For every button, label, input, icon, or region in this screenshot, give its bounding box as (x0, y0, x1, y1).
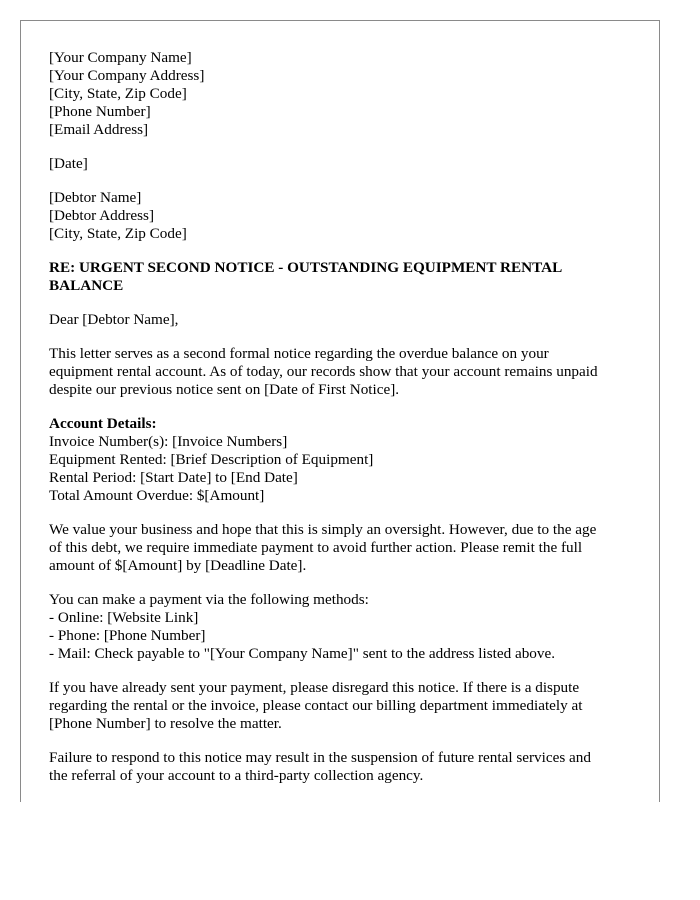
dispute-paragraph (49, 679, 631, 733)
sender-city-state-zip: [City, State, Zip Code] (49, 85, 187, 102)
consequence-line: the referral of your account to a third-party collection agency. (49, 767, 424, 784)
sender-company-name: [Your Company Name] (49, 49, 192, 66)
date-block (49, 155, 631, 173)
sender-phone: [Phone Number] (49, 103, 151, 120)
dispute-line: regarding the rental or the invoice, please contact our billing department immediately at (49, 697, 583, 714)
recipient-address: [Debtor Address] (49, 207, 155, 224)
sender-block (49, 49, 631, 139)
account-details-heading: Account Details: (49, 415, 157, 432)
subject-line-1: RE: URGENT SECOND NOTICE - OUTSTANDING EQUIPMENT RENTAL (49, 259, 563, 276)
intro-line: equipment rental account. As of today, our records show that your account remains unpaid (49, 363, 598, 380)
intro-line: This letter serves as a second formal notice regarding the overdue balance on your (49, 345, 549, 362)
invoice-numbers: Invoice Number(s): [Invoice Numbers] (49, 433, 288, 450)
salutation-block (49, 311, 631, 329)
payment-methods (49, 591, 631, 663)
sender-company-address: [Your Company Address] (49, 67, 205, 84)
subject-line (49, 259, 631, 295)
dispute-line: If you have already sent your payment, please disregard this notice. If there is a dispute (49, 679, 580, 696)
consequence-line: Failure to respond to this notice may result in the suspension of future rental services and (49, 749, 591, 766)
consequence-paragraph (49, 749, 631, 785)
payment-method-mail: - Mail: Check payable to "[Your Company Name]" sent to the address listed above. (49, 645, 556, 662)
recipient-name: [Debtor Name] (49, 189, 142, 206)
recipient-block (49, 189, 631, 243)
payment-method-online: - Online: [Website Link] (49, 609, 199, 626)
subject-line-2: BALANCE (49, 277, 124, 294)
letter-page (20, 20, 660, 802)
payment-request-paragraph (49, 521, 631, 575)
payment-request-line: We value your business and hope that this is simply an oversight. However, due to the age (49, 521, 597, 538)
dispute-line: [Phone Number] to resolve the matter. (49, 715, 282, 732)
recipient-city-state-zip: [City, State, Zip Code] (49, 225, 187, 242)
payment-method-phone: - Phone: [Phone Number] (49, 627, 206, 644)
payment-methods-heading: You can make a payment via the following methods: (49, 591, 369, 608)
payment-request-line: of this debt, we require immediate payment to avoid further action. Please remit the full (49, 539, 583, 556)
intro-paragraph (49, 345, 631, 399)
payment-request-line: amount of $[Amount] by [Deadline Date]. (49, 557, 307, 574)
letter-date: [Date] (49, 155, 88, 172)
rental-period: Rental Period: [Start Date] to [End Date] (49, 469, 298, 486)
sender-email: [Email Address] (49, 121, 149, 138)
letter-body (49, 49, 631, 785)
intro-line: despite our previous notice sent on [Date of First Notice]. (49, 381, 400, 398)
equipment-rented: Equipment Rented: [Brief Description of Equipment] (49, 451, 374, 468)
account-details (49, 415, 631, 505)
total-amount-overdue: Total Amount Overdue: $[Amount] (49, 487, 265, 504)
salutation: Dear [Debtor Name], (49, 311, 179, 328)
